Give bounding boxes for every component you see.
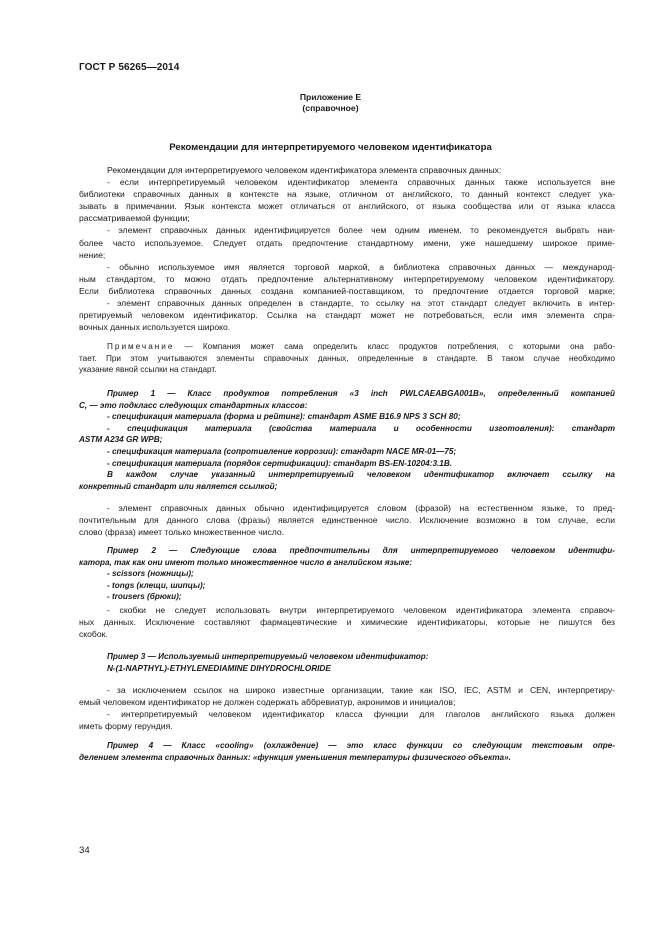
note-line: тает. При этом учитываются элементы справочных данных, определенные в стандарте. В таком случае необходимо xyxy=(79,353,615,363)
rec-2-line: нение; xyxy=(79,249,106,260)
abbrev-line: иметь форму герундия. xyxy=(79,721,173,732)
brackets-paragraph xyxy=(79,604,615,640)
abbrev-paragraph xyxy=(79,684,615,732)
example-2 xyxy=(79,545,615,603)
note-block xyxy=(79,341,615,376)
example-3-line: N-(1-NAPTHYL)-ETHYLENEDIAMINE DIHYDROCHLORIDE xyxy=(107,663,331,673)
singular-line: слово (фраза) имеет только множественное число. xyxy=(79,527,285,538)
recommendations-block xyxy=(79,164,615,333)
standard-header: ГОСТ Р 56265—2014 xyxy=(79,62,180,73)
abbrev-line: - за исключением ссылок на широко известные организации, такие как ISO, IEC, ASTM и CEN, интерпретиру- xyxy=(107,685,615,695)
example-1-line: Пример 1 — Класс продуктов потребления «3 inch PWLCAEABGA001B», определенный компанией xyxy=(107,389,615,398)
example-1-item: - спецификация материала (порядок сертификации): стандарт BS-EN-10204:3.1B. xyxy=(107,458,453,468)
example-2-line: катора, так как они имеют только множественное число в английском языке: xyxy=(79,557,413,567)
example-2-line: Пример 2 — Следующие слова предпочтительны для интерпретируемого человеком идентифи- xyxy=(107,546,615,555)
rec-3-line: ным стандартом, то можно отдать предпочтение альтернативному интерпретируемому человеком идентификатору. xyxy=(79,273,615,284)
intro-line: Рекомендации для интерпретируемого человеком идентификатора элемента справочных данных: xyxy=(107,165,502,175)
example-4-line: делением элемента справочных данных: «функция уменьшения температуры физического объекта». xyxy=(79,752,511,762)
example-1-tail: В каждом случае указанный интерпретируемый человеком идентификатор включает ссылку на xyxy=(107,470,615,480)
rec-4-line: претируемый человеком идентификатор. Ссылка на стандарт может не потребоваться, если имя элемента спра- xyxy=(79,310,615,321)
example-1 xyxy=(79,388,615,492)
brackets-line: скобок. xyxy=(79,629,108,640)
note-label: Примечание xyxy=(107,342,175,351)
example-4-line: Пример 4 — Класс «cooling» (охлаждение) — это класс функции со следующим текстовым опре- xyxy=(107,741,615,750)
rec-2-line: более часто используемое. Следует отдать предпочтение стандартному имени, уже нашедшему широкое приме- xyxy=(79,237,615,248)
example-4 xyxy=(79,740,615,763)
note-text: — Компания может сама определить класс продуктов потребления, с которыми она рабо- xyxy=(184,342,615,351)
example-2-item: - scissors (ножницы); xyxy=(107,569,194,579)
rec-4-line: вочных данных используется широко. xyxy=(79,322,231,333)
rec-1-line: библиотеки справочных данных в контексте на языке, отличном от английского, то данный контекст следует ука- xyxy=(79,189,615,200)
rec-3-line: - обычно используемое имя является торговой маркой, а библиотека справочных данных — международ- xyxy=(107,261,615,272)
rec-3-line: Если библиотека справочных данных создана компанией-поставщиком, то предпочтение отдается торговой марке; xyxy=(79,285,615,296)
example-1-item: ASTM A234 GR WPB; xyxy=(79,435,163,445)
rec-1-line: - если интерпретируемый человеком идентификатор элемента справочных данных также используется вне xyxy=(107,177,615,188)
singular-line: почтительным для данного слова (фразы) является единственное число. Исключение возможно в том случае, если xyxy=(79,515,615,526)
appendix-title: Приложение Е xyxy=(299,92,362,102)
note-line-1 xyxy=(79,341,615,353)
singular-paragraph xyxy=(79,502,615,538)
rec-1-line: рассматриваемой функции; xyxy=(79,213,190,224)
note-line: указание явной ссылки на стандарт. xyxy=(79,365,217,374)
example-3-line: Пример 3 — Используемый интерпретируемый человеком идентификатор: xyxy=(107,652,429,661)
section-title: Рекомендации для интерпретируемого человеком идентификатора xyxy=(169,142,492,153)
brackets-line: ных данных. Исключение составляют фармацевтические и химические идентификаторы, которые не пишутся без xyxy=(79,617,615,628)
rec-4-line: - элемент справочных данных определен в стандарте, то ссылку на этот стандарт следует включить в интер- xyxy=(107,298,615,309)
example-2-item: - trousers (брюки); xyxy=(107,592,182,602)
appendix-subtitle: (справочное) xyxy=(302,103,359,113)
abbrev-line: - интерпретируемый человеком идентификатор класса функции для глаголов английского языка должен xyxy=(107,709,615,720)
rec-1-line: зывать в примечании. Язык контекста может отличаться от английского, от языка сообщества или от языка класса xyxy=(79,201,615,212)
example-1-item: - спецификация материала (форма и рейтинг): стандарт ASME B16.9 NPS 3 SCH 80; xyxy=(107,412,461,422)
brackets-line: - скобки не следует использовать внутри интерпретируемого человеком идентификатора элемента справоч- xyxy=(107,605,615,615)
example-3 xyxy=(79,651,615,674)
rec-2-line: - элемент справочных данных идентифицируется более чем одним именем, то рекомендуется выбрать наи- xyxy=(107,225,615,236)
singular-line: - элемент справочных данных обычно идентифицируется словом (фразой) на естественном языке, то пред- xyxy=(107,503,615,513)
example-1-line: C, — это подкласс следующих стандартных классов: xyxy=(79,400,308,410)
example-1-item: - спецификация материала (сопротивление коррозии): стандарт NACE MR-01—75; xyxy=(107,446,457,456)
page-number: 34 xyxy=(79,845,90,856)
example-2-item: - tongs (клещи, шипцы); xyxy=(107,580,206,590)
example-1-item: - спецификация материала (свойства материала и особенности изготовления): стандарт xyxy=(107,423,615,433)
example-1-tail: конкретный стандарт или является ссылкой; xyxy=(79,481,278,491)
abbrev-line: емый человеком идентификатор не должен содержать аббревиатур, акронимов и инициалов; xyxy=(79,697,456,708)
